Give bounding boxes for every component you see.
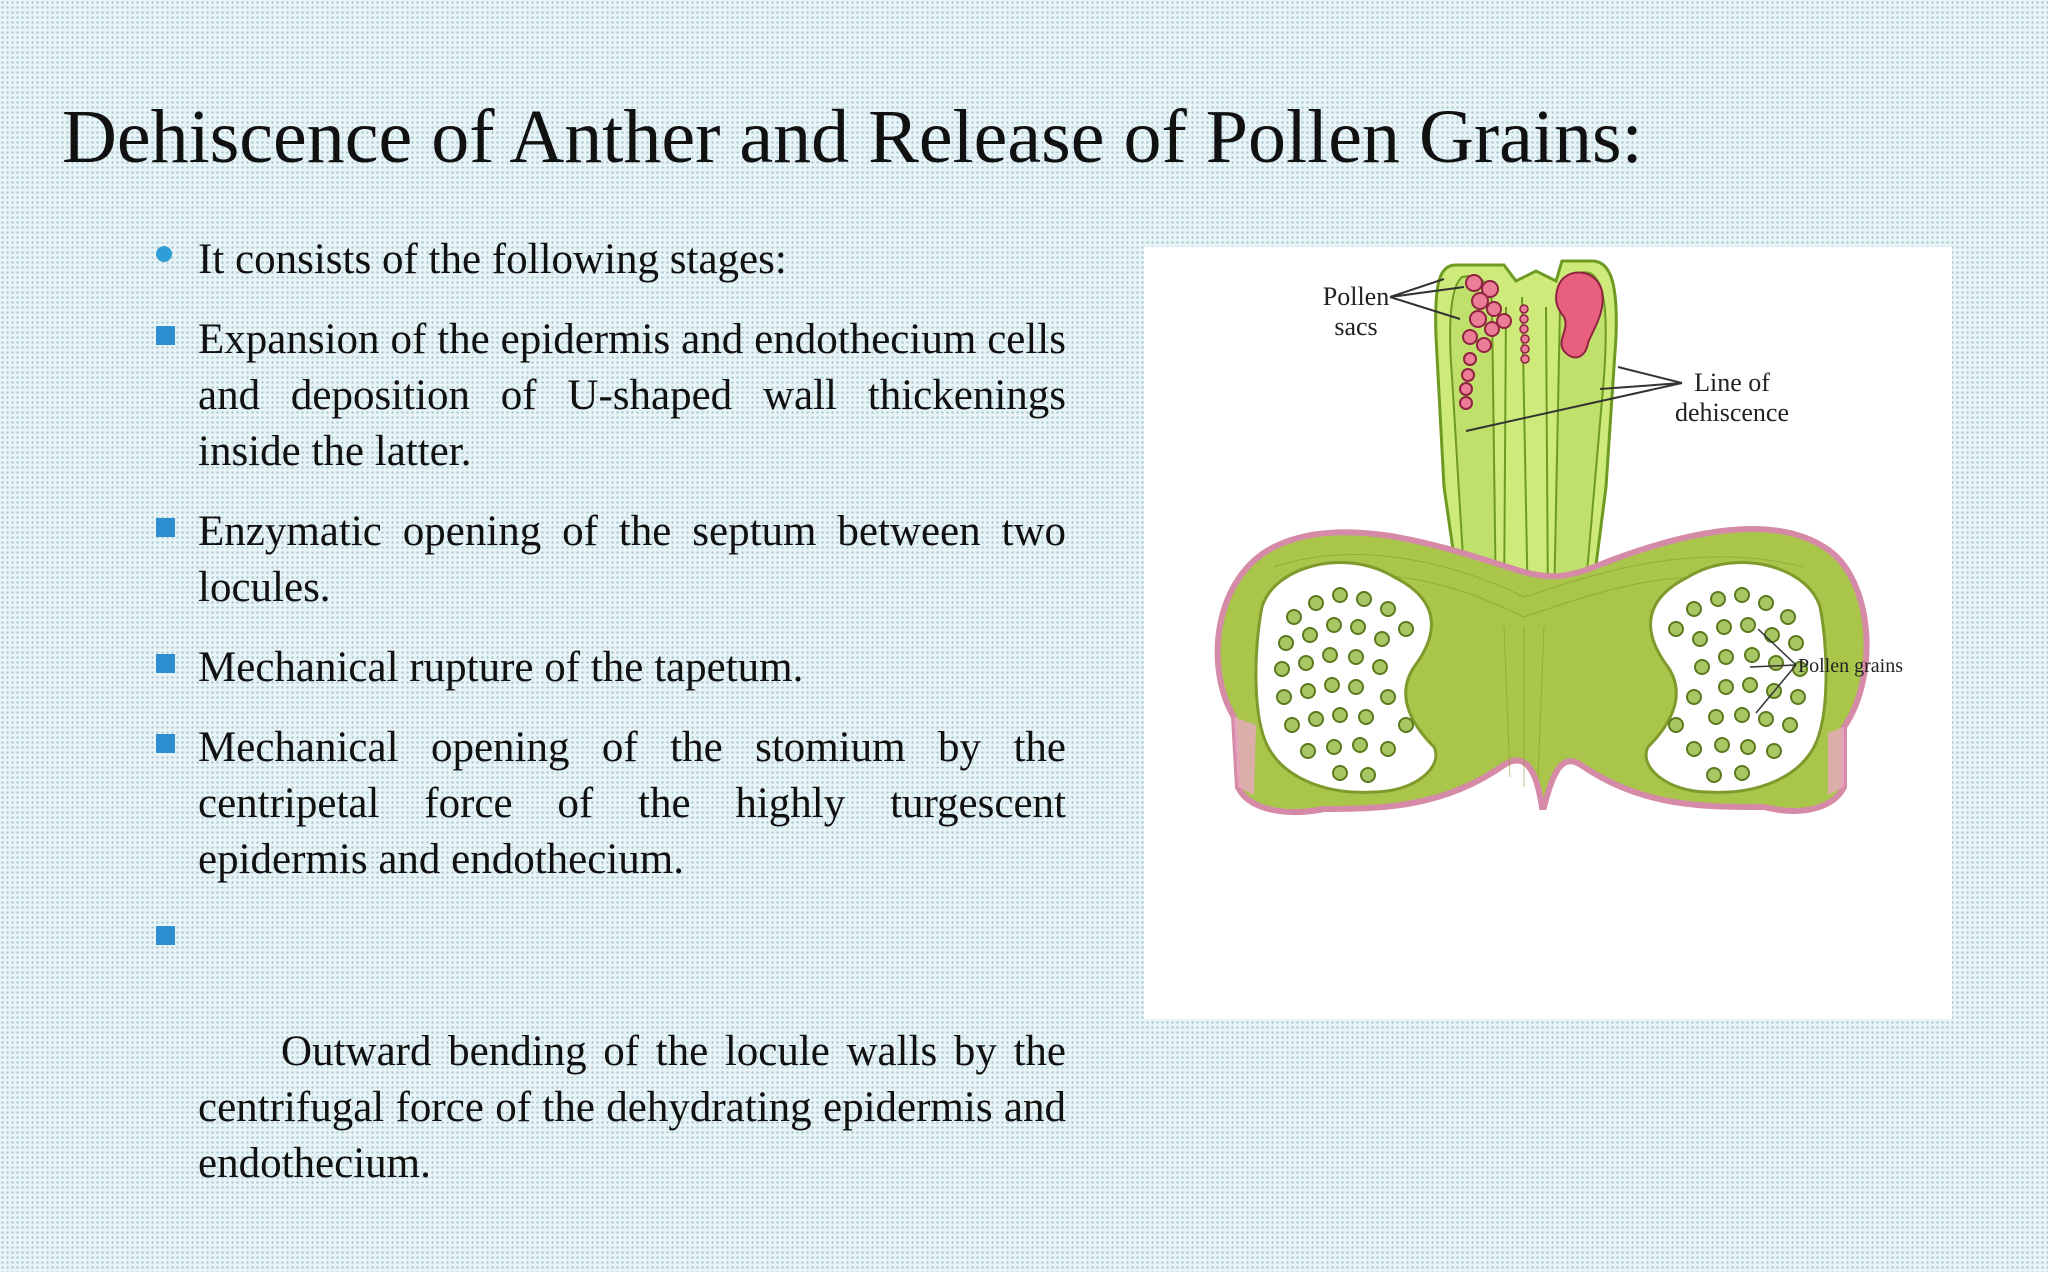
bullet-item bbox=[150, 720, 1066, 888]
slide-title: Dehiscence of Anther and Release of Pollen Grains: bbox=[62, 95, 1643, 179]
pollen-grains-label: Pollen grains bbox=[1798, 655, 1903, 677]
bullet-item bbox=[150, 912, 1077, 1248]
line-of-dehiscence-label-line2: dehiscence bbox=[1674, 398, 1790, 427]
square-bullet-icon bbox=[154, 912, 178, 968]
bullet-text: Mechanical rupture of the tapetum. bbox=[198, 644, 804, 691]
pollen-sacs-label-line2: sacs bbox=[1334, 312, 1378, 341]
square-bullet-icon bbox=[154, 720, 178, 776]
line-of-dehiscence-label-line1: Line of bbox=[1694, 368, 1770, 397]
bullet-item bbox=[150, 640, 1066, 696]
bullet-item bbox=[150, 504, 1066, 616]
anther-illustration bbox=[1144, 247, 1952, 1019]
square-bullet-icon bbox=[154, 640, 178, 696]
circle-bullet-icon bbox=[154, 232, 178, 288]
bullet-text: Mechanical opening of the stomium by the centripetal force of the highly turgescent epidermis and endothecium. bbox=[198, 724, 1066, 883]
bullet-text: Expansion of the epidermis and endothecium cells and deposition of U-shaped wall thickenings inside the latter. bbox=[198, 316, 1066, 475]
bullet-text: Enzymatic opening of the septum between two locules. bbox=[198, 508, 1066, 611]
bullet-item bbox=[150, 232, 1066, 288]
bullet-list bbox=[150, 232, 1077, 1272]
bullet-text: Outward bending of the locule walls by the centrifugal force of the dehydrating epidermis and endothecium. bbox=[198, 1028, 1077, 1187]
bullet-item bbox=[150, 312, 1066, 480]
pollen-sacs-label-line1: Pollen bbox=[1322, 282, 1390, 311]
bullet-text: It consists of the following stages: bbox=[198, 236, 787, 283]
square-bullet-icon bbox=[154, 312, 178, 368]
square-bullet-icon bbox=[154, 504, 178, 560]
